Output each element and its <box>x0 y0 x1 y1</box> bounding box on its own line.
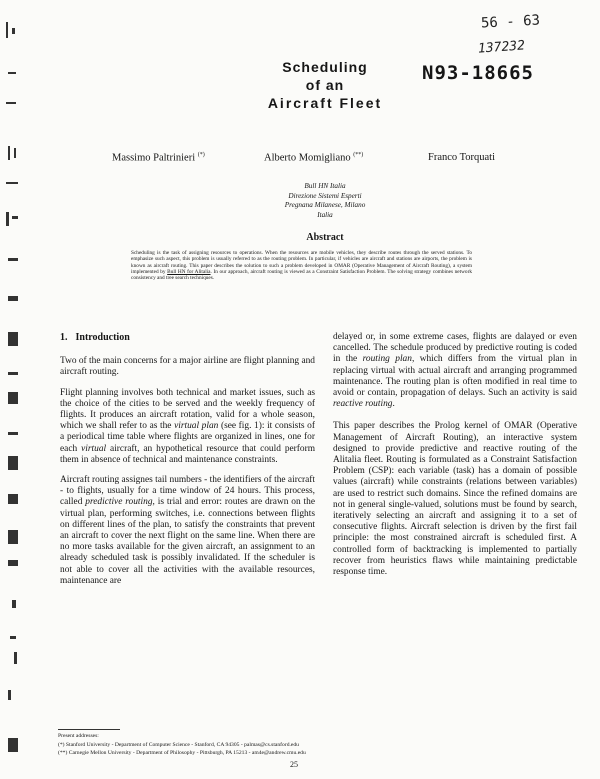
handwritten-note-mid: 137232 <box>477 38 526 57</box>
abstract-heading: Abstract <box>306 232 344 243</box>
page-number: 25 <box>290 760 298 769</box>
footnotes <box>58 729 558 758</box>
author-1: Massimo Paltrinieri (*) <box>112 152 205 164</box>
paragraph-4: delayed or, in some extreme cases, flights are dalayed or even cancelled. The schedule produced by predictive routing is coded in the routing plan, which differs from the virtual plan in replacing virtual with actual aircraft and arranging programmed maintenance. The routing plan is often modified in real time to avoid or contain, propagation of delays. Such an activity is said reactive routing. <box>333 332 577 410</box>
section-heading: 1. Introduction <box>60 332 130 343</box>
footnote-1: (*) Stanford University - Department of Computer Science - Stanford, CA 94305 - palmas@cs.stanford.edu <box>58 741 299 748</box>
abstract-text: Scheduling is the task of assigning resources to operations. When the resources are mobile vehicles, they describe routes through the served stations. To emphasize such aspect, this problem is usually referred to as the routing problem. In particular, if vehicles are aircraft and stations are airports, the problem is known as aircraft routing. This paper describes the solution to such a problem developed in OMAR (Operative Management of Aircraft Routing), a system implemented by Bull HN for Alitalia. In our approach, aircraft routing is viewed as a Constraint Satisfaction Problem. The solving strategy combines network consistency and tree search techniques. <box>131 250 472 282</box>
handwritten-note-top: 56 - 63 <box>480 12 541 32</box>
paragraph-2: Flight planning involves both technical and market issues, such as the choice of the cities to be served and the weekly frequency of flights. It produces an aircraft rotation, valid for a whole season, which we shall refer to as the virtual plan (see fig. 1): it consists of a periodical time table where flights are organized in lines, one for each virtual aircraft, an hypothetical resource that could perform them in absence of technical and maintenance constraints. <box>60 387 316 465</box>
title-line-3: Aircraft Fleet <box>267 95 383 111</box>
paragraph-3: Aircraft routing assignes tail numbers - the identifiers of the aircraft - to flights, usually for a time window of 24 hours. This process, called predictive routing, is trial and error: routes are drawn on the virtual plan, performing switches, i.e. connections between flights on different lines of the plan, to satisfy the constraints that prevent an aircraft to cover the next flight on the same line. When there are no more tasks available for the given aircraft, an assignment to an already scheduled task is possibly invalidated. If the scheduler is not able to cover all the activities with the available resources, maintenance are <box>60 475 315 586</box>
affiliation: Bull HN Italia Direzione Sistemi Esperti Pregnana Milanese, Milano Italia <box>284 182 366 219</box>
title-line-2: of an <box>305 77 345 93</box>
paragraph-5: This paper describes the Prolog kernel of OMAR (Operative Management of Aircraft Routing), an interactive system designed to provide predictive and reactive routing of the Alitalia fleet. Routing is formulated as a Constraint Satisfaction Problem (CSP): each variable (task) has a domain of possible values (aircraft) while constraints (relations between variables) are used to restrict such domains. Since the refined domains are not in general single-valued, solutions must be found by search, iteratively selecting an aircraft and assigning it to a set of consecutive flights. Aircraft selection is driven by the first fail principle: the most constrained aircraft is scheduled first. A controlled form of backtracking is implemented to partially recover from heuristics flaws while maintaining predictable response time. <box>333 421 577 578</box>
left-column <box>60 332 315 596</box>
author-3: Franco Torquati <box>428 152 496 163</box>
author-2: Alberto Momigliano (**) <box>264 152 364 164</box>
paper-title <box>0 58 600 112</box>
footnote-label: Present addresses: <box>58 733 99 739</box>
footnote-rule <box>58 729 120 730</box>
abstract-underlined: Bull HN for Alitalia <box>167 268 211 275</box>
paragraph-1: Two of the main concerns for a major airline are flight planning and aircraft routing. <box>60 356 315 378</box>
title-line-1: Scheduling <box>282 59 368 75</box>
accession-number: N93-18665 <box>422 62 534 84</box>
footnote-2: (**) Carnegie Mellon University - Department of Philosophy - Pittsburgh, PA 15213 - am4e@andrew.cmu.edu <box>58 750 306 756</box>
right-column <box>333 332 577 587</box>
